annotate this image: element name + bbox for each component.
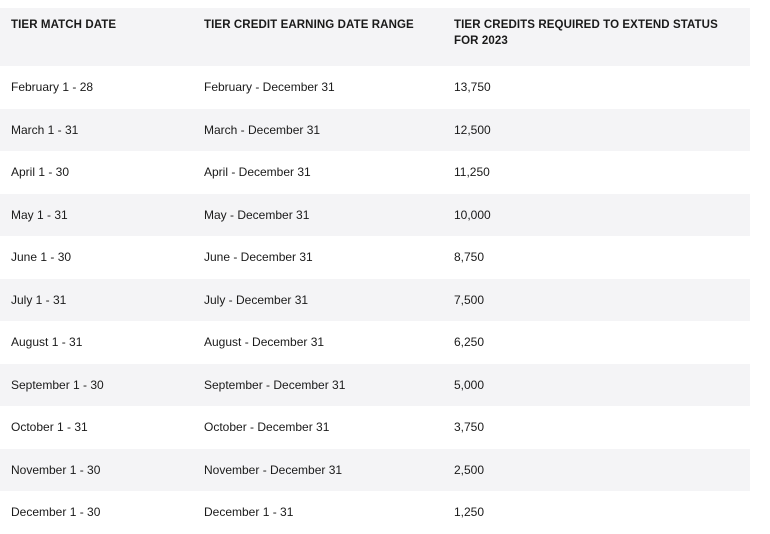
table-row (0, 66, 750, 109)
header-tier-credit-earning-date-range: TIER CREDIT EARNING DATE RANGE (204, 19, 414, 31)
table-row (0, 109, 750, 152)
table-header-row (0, 8, 750, 66)
tier-match-date-cell: November 1 - 30 (11, 462, 101, 477)
earning-date-range-cell: September - December 31 (204, 377, 346, 392)
tier-match-date-cell: March 1 - 31 (11, 122, 79, 137)
tier-match-date-cell: September 1 - 30 (11, 377, 104, 392)
earning-date-range-cell: March - December 31 (204, 122, 321, 137)
tier-credits-cell: 10,000 (454, 207, 491, 222)
earning-date-range-cell: November - December 31 (204, 462, 343, 477)
tier-match-table (0, 8, 750, 534)
tier-credits-cell: 5,000 (454, 377, 485, 392)
earning-date-range-cell: April - December 31 (204, 165, 311, 180)
table-row (0, 194, 750, 237)
earning-date-range-cell: December 1 - 31 (204, 505, 294, 520)
tier-credits-cell: 1,250 (454, 505, 485, 520)
table-row (0, 279, 750, 322)
tier-match-date-cell: April 1 - 30 (11, 165, 70, 180)
tier-match-date-cell: August 1 - 31 (11, 335, 83, 350)
tier-match-date-cell: December 1 - 30 (11, 505, 101, 520)
header-tier-credits-required: TIER CREDITS REQUIRED TO EXTEND STATUS FOR 2023 (454, 19, 718, 47)
table-row (0, 406, 750, 449)
earning-date-range-cell: August - December 31 (204, 335, 325, 350)
header-tier-match-date: TIER MATCH DATE (11, 19, 117, 31)
tier-match-date-cell: July 1 - 31 (11, 292, 67, 307)
tier-credits-cell: 6,250 (454, 335, 485, 350)
earning-date-range-cell: May - December 31 (204, 207, 310, 222)
tier-credits-cell: 8,750 (454, 250, 485, 265)
tier-match-date-cell: May 1 - 31 (11, 207, 68, 222)
tier-match-date-cell: October 1 - 31 (11, 420, 88, 435)
tier-match-date-cell: February 1 - 28 (11, 80, 94, 95)
tier-credits-cell: 11,250 (454, 165, 490, 180)
tier-credits-cell: 12,500 (454, 122, 491, 137)
tier-match-date-cell: June 1 - 30 (11, 250, 72, 265)
table-row (0, 449, 750, 492)
tier-credits-cell: 7,500 (454, 292, 485, 307)
tier-credits-cell: 3,750 (454, 420, 485, 435)
table-row (0, 491, 750, 534)
earning-date-range-cell: June - December 31 (204, 250, 313, 265)
earning-date-range-cell: July - December 31 (204, 292, 309, 307)
tier-credits-cell: 2,500 (454, 462, 485, 477)
earning-date-range-cell: February - December 31 (204, 80, 335, 95)
table-row (0, 364, 750, 407)
table-row (0, 321, 750, 364)
table-row (0, 236, 750, 279)
earning-date-range-cell: October - December 31 (204, 420, 330, 435)
table-row (0, 151, 750, 194)
tier-credits-cell: 13,750 (454, 80, 491, 95)
